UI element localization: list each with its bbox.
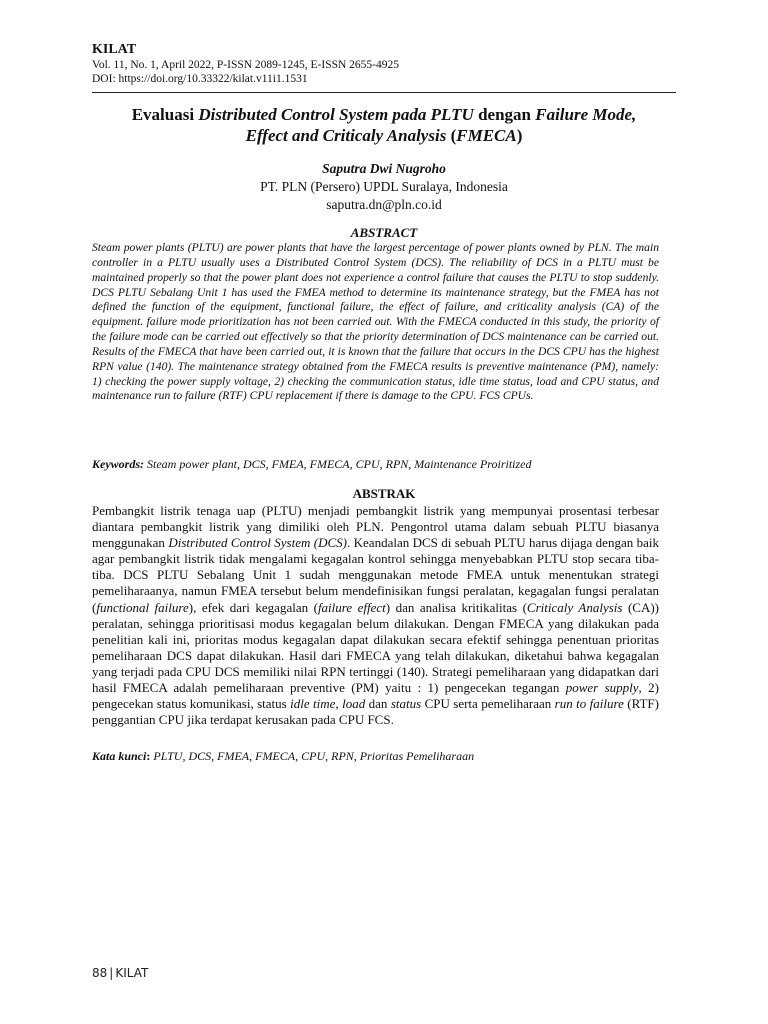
author-email: saputra.dn@pln.co.id [326,197,442,212]
title-part: FMECA [456,126,517,145]
title-part: ) [516,126,523,145]
keywords-list: Steam power plant, DCS, FMEA, FMECA, CPU, RPN, Maintenance Proiritized [144,457,532,471]
abstrak-italic-term: power supply [565,680,639,696]
abstrak-italic-term: Criticaly Analysis [526,599,623,615]
abstract-text: Steam power plants (PLTU) are power plants that have the largest percentage of power plants owned by PLN. The main controller in a PLTU usually uses a Distributed Control System (DCS). The reliability of DCS in a PLTU must be maintained properly so that the power plant does not experience a control failure that causes the PLTU to stop suddenly. DCS PLTU Sebalang Unit 1 has used the FMEA method to determine its maintenance strategy, but the FMEA has not defined the function of the equipment, functional failure, the effect of failure, and criticality analysis (CA) of the equipment. failure mode prioritization has not been carried out. With the FMECA conducted in this study, the priority of the failure mode can be carried out effectively so that the priority determination of DCS maintenance can be carried out. Results of the FMECA that have been carried out, it is known that the failure that occurs in the DCS CPU has the highest RPN value (140). The maintenance strategy obtained from the FMECA results is preventive maintenance (PM), namely: 1) checking the power supply voltage, 2) checking the communication status, idle time status, load and CPU status, and maintenance run to failure (RTF) CPU replacement if there is damage to the CPU. FCS CPUs. [92,241,659,403]
keywords [92,457,676,472]
abstrak-segment: CPU serta pemeliharaan [421,696,555,712]
abstrak-segment: ), efek dari kegagalan ( [188,599,318,615]
abstrak-segment: , 2) pengecekan status komunikasi, status [92,680,659,712]
abstract-heading: ABSTRACT [350,225,418,240]
journal-volume-line: Vol. 11, No. 1, April 2022, P-ISSN 2089-1245, E-ISSN 2655-4925 [92,59,400,71]
keywords-label: Keywords: [92,457,144,471]
abstrak-segment: (RTF) penggantian CPU jika terdapat kerusakan pada CPU FCS. [92,696,659,728]
author-block [92,160,676,214]
title-part: Distributed Control System pada PLTU [198,105,474,124]
journal-name: KILAT [92,42,137,57]
abstrak-segment: ) dan analisa kritikalitas ( [385,599,527,615]
author-name: Saputra Dwi Nugroho [322,161,446,176]
footer-separator: | [109,966,114,980]
abstrak-italic-term: status [390,696,422,712]
abstrak-segment: (CA)) peralatan, sehingga prioritisasi modus kegagalan belum dilakukan. Dengan FMECA yang dilakukan pada penelitian kali ini, prioritas modus kegagalan dapat dilakukan secara efektif sehingga penentuan prioritas pemeliharaan DCS dapat dilakukan. Hasil dari FMECA yang telah dilakukan, diketahui bahwa kegagalan yang terjadi pada CPU DCS memiliki nilai RPN tertinggi (140). Strategi pemeliharaan yang didapatkan dari hasil FMECA adalah pemeliharaan preventive (PM) yaitu : 1) pengecekan tegangan [92,599,660,696]
abstrak-italic-term: functional failure [96,599,189,615]
author-affiliation: PT. PLN (Persero) UPDL Suralaya, Indonesia [260,179,508,194]
abstrak-segment: . Keandalan DCS di sebuah PLTU harus dijaga dengan baik agar pembangkit listrik tidak mengalami kegagalan kontrol sehingga menyebabkan PLTU stop secara tiba-tiba. DCS PLTU Sebalang Unit 1 sudah menggunakan metode FMEA untuk menentukan strategi pemeliharaanya, namun FMEA tersebut belum mendefinisikan fungsi peralatan, kegagalan fungsi peralatan ( [92,535,659,615]
abstrak-text [92,503,659,728]
title-part: ( [446,126,457,145]
abstrak-italic-term: idle time, load [290,696,366,712]
journal-header [92,42,676,86]
abstrak-segment: dan [365,696,391,712]
header-divider [92,92,676,93]
abstrak-segment: Pembangkit listrik tenaga uap (PLTU) menjadi pembangkit listrik yang mempunyai prosentasi terbesar diantara pembangkit listrik yang dimiliki oleh PLN. Pengontrol utama dalam sebuah PLTU biasanya menggunakan [92,503,659,551]
footer-journal: KILAT [115,966,149,980]
abstrak-italic-term: run to failure [554,696,624,712]
page-number: 88 [92,966,108,980]
abstrak-italic-term: Distributed Control System (DCS) [168,535,347,551]
title-part: Evaluasi [131,105,199,124]
page-footer [92,966,148,980]
title-part: dengan [473,105,536,124]
abstrak-italic-term: failure effect [317,599,386,615]
kata-kunci [92,749,676,764]
paper-title [92,104,676,146]
title-part: Effect and Criticaly Analysis [245,126,447,145]
title-part: Failure Mode, [535,105,637,124]
kata-kunci-label: Kata kunci [92,749,147,763]
journal-doi-line: DOI: https://doi.org/10.33322/kilat.v11i1.1531 [92,73,308,85]
kata-kunci-colon: : [146,749,151,763]
kata-kunci-list: PLTU, DCS, FMEA, FMECA, CPU, RPN, Prioritas Pemeliharaan [150,749,475,763]
abstrak-heading: ABSTRAK [352,486,416,501]
